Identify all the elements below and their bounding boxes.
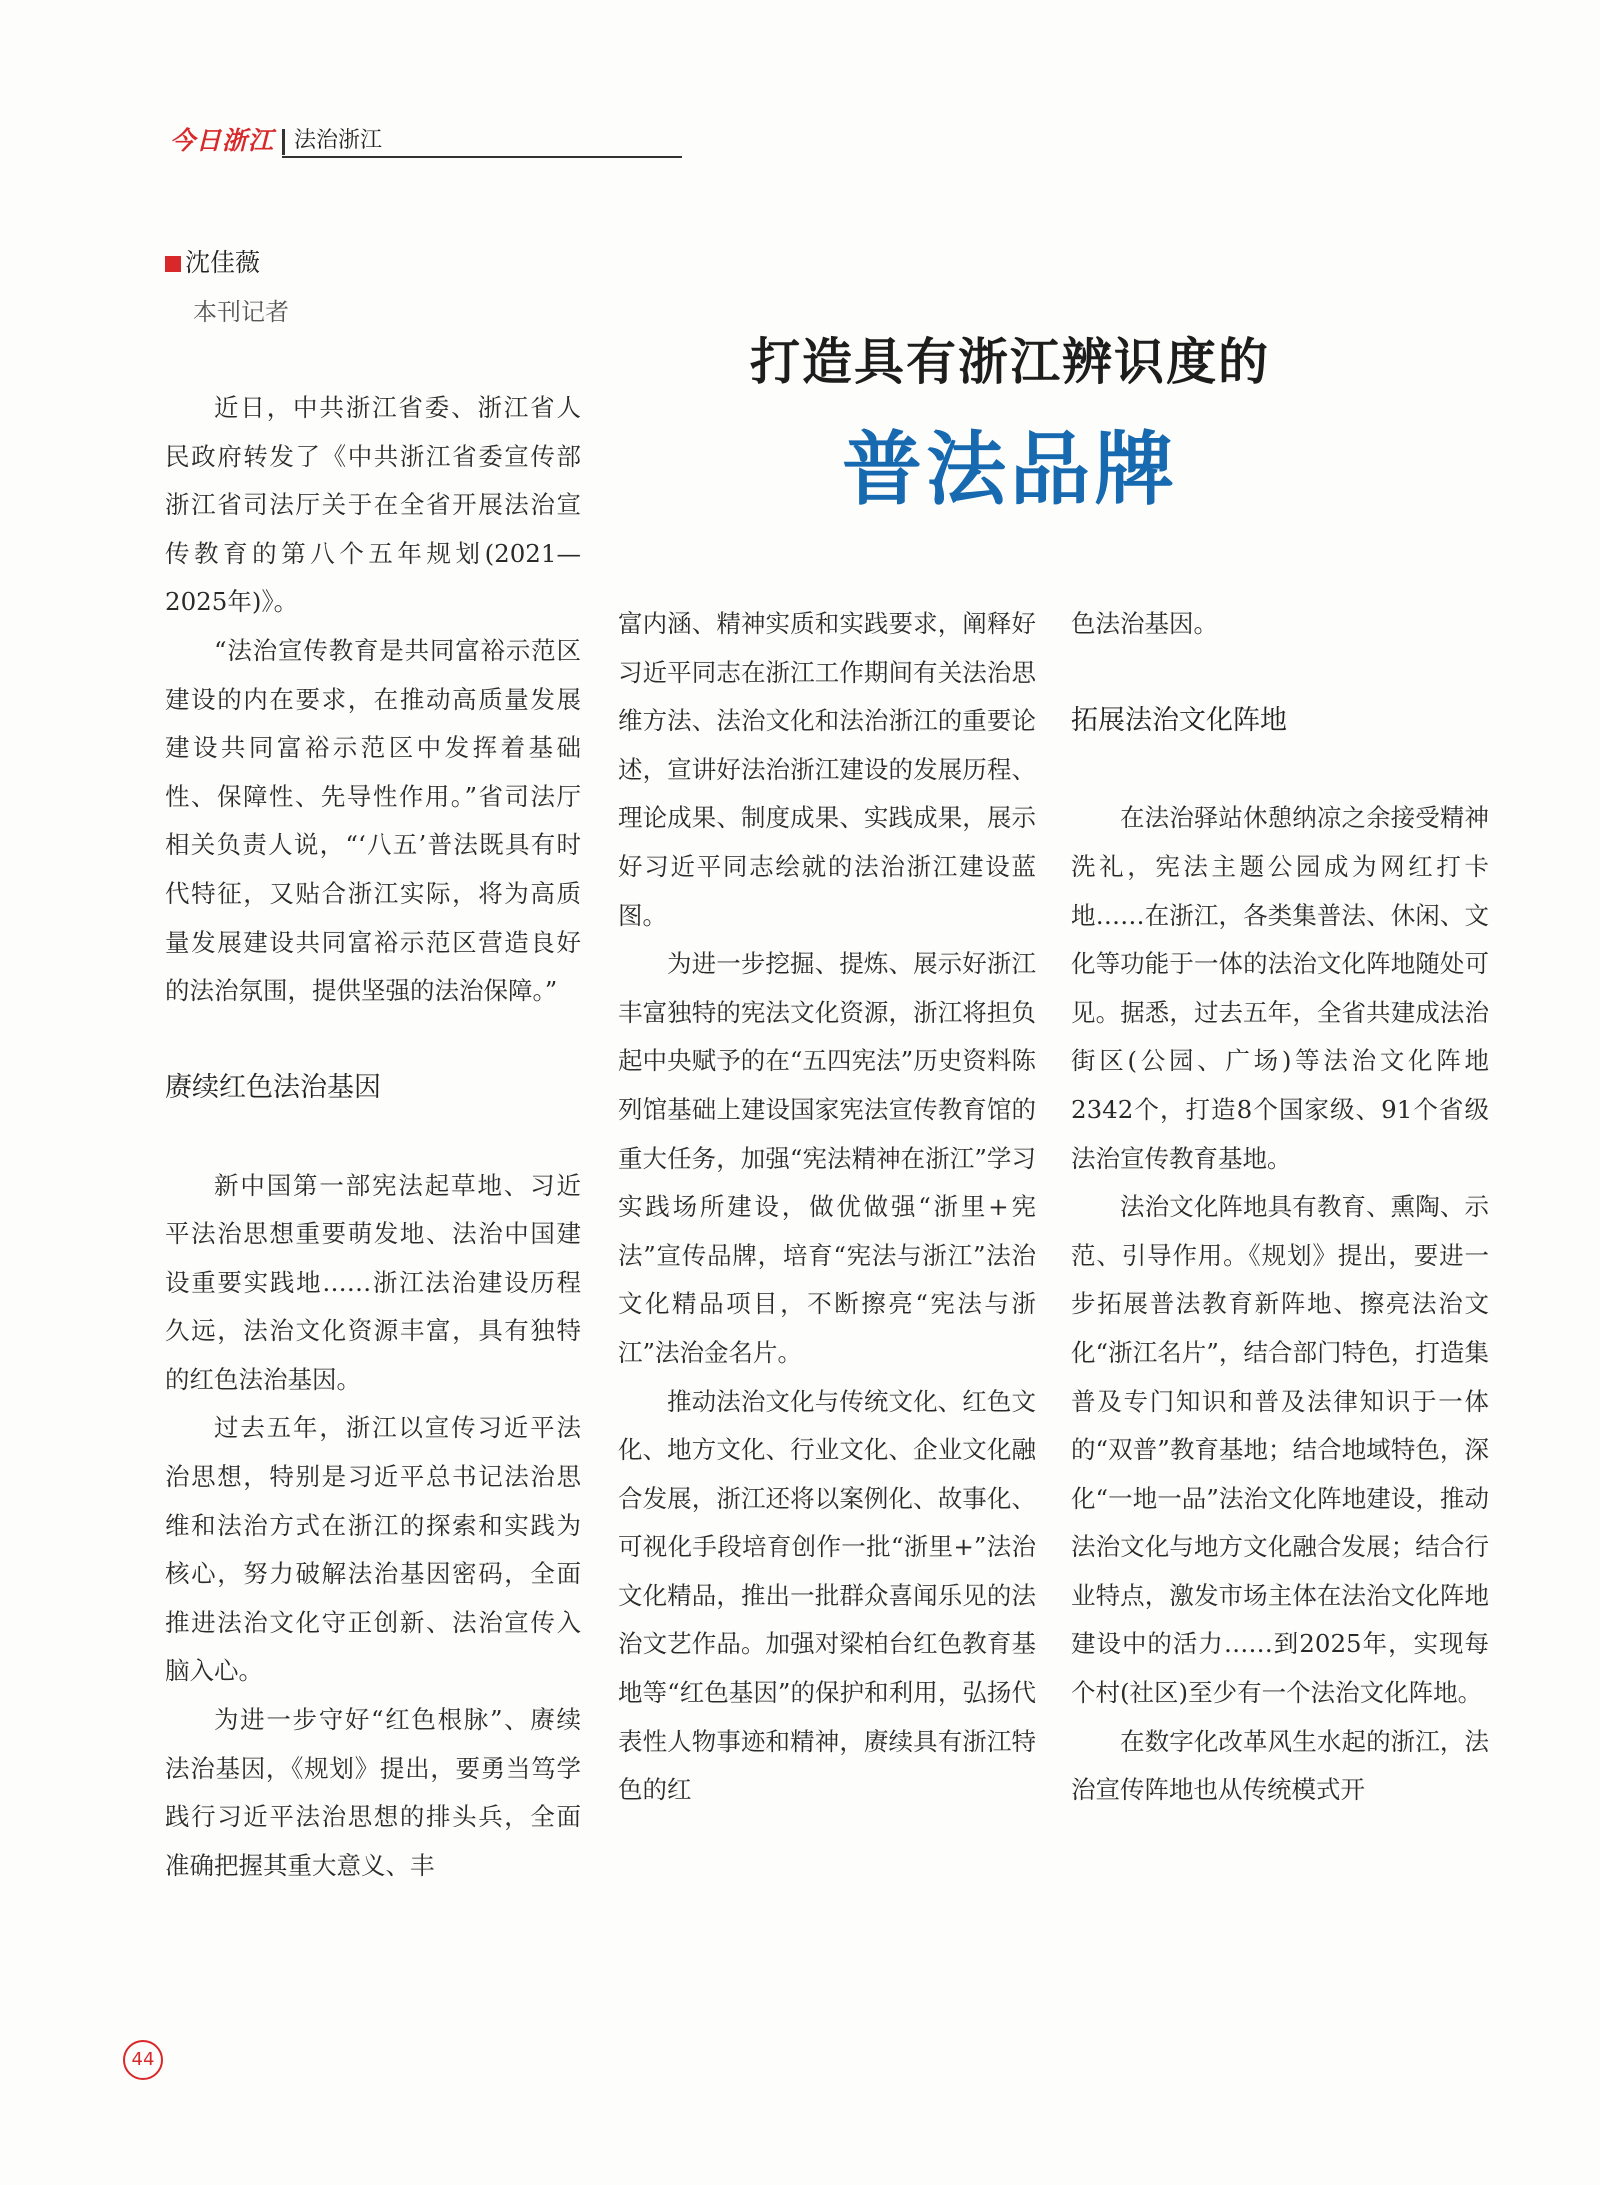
header-rule [282,156,682,158]
red-square-icon [165,256,181,272]
paragraph: 法治文化阵地具有教育、熏陶、示范、引导作用。《规划》提出，要进一步拓展普法教育新阵地、擦亮法治文化“浙江名片”，结合部门特色，打造集普及专门知识和普及法律知识于一体的“双普”教育基地；结合地域特色，深化“一地一品”法治文化阵地建设，推动法治文化与地方文化融合发展；结合行业特点，激发市场主体在法治文化阵地建设中的活力……到2025年，实现每个村(社区)至少有一个法治文化阵地。 [1071,1192,1489,1708]
paragraph: 富内涵、精神实质和实践要求，阐释好习近平同志在浙江工作期间有关法治思维方法、法治文化和法治浙江的重要论述，宣讲好法治浙江建设的发展历程、理论成果、制度成果、实践成果，展示好习近平同志绘就的法治浙江建设蓝图。 [618,609,1036,930]
column-2 [618,600,1036,1815]
paragraph: 近日，中共浙江省委、浙江省人民政府转发了《中共浙江省委宣传部 浙江省司法厅关于在全省开展法治宣传教育的第八个五年规划(2021—2025年)》。 [165,393,581,617]
author-role: 本刊记者 [193,298,289,326]
section-heading: 拓展法治文化阵地 [1071,705,1287,737]
column-1 [165,384,581,1890]
page-header [170,125,512,157]
article-title-line2: 普法品牌 [842,423,1178,516]
paragraph: 为进一步守好“红色根脉”、赓续法治基因，《规划》提出，要勇当笃学践行习近平法治思想的排头兵，全面准确把握其重大意义、丰 [165,1705,581,1880]
author-name: 沈佳薇 [185,248,261,277]
header-divider [282,129,285,155]
paragraph: 色法治基因。 [1071,609,1218,638]
column-3 [1071,600,1489,1815]
paragraph: 在数字化改革风生水起的浙江，法治宣传阵地也从传统模式开 [1071,1726,1489,1805]
paragraph: 过去五年，浙江以宣传习近平法治思想，特别是习近平总书记法治思维和法治方式在浙江的探索和实践为核心，努力破解法治基因密码，全面推进法治文化守正创新、法治宣传入脑入心。 [165,1413,581,1686]
section-title: 法治浙江 [294,128,383,153]
page-number: 44 [123,2040,163,2080]
author-byline [165,243,260,279]
paragraph: 为进一步挖掘、提炼、展示好浙江丰富独特的宪法文化资源，浙江将担负起中央赋予的在“五四宪法”历史资料陈列馆基础上建设国家宪法宣传教育馆的重大任务，加强“宪法精神在浙江”学习实践场所建设，做优做强“浙里+宪法”宣传品牌，培育“宪法与浙江”法治文化精品项目，不断擦亮“宪法与浙江”法治金名片。 [618,949,1036,1367]
paragraph: 推动法治文化与传统文化、红色文化、地方文化、行业文化、企业文化融合发展，浙江还将以案例化、故事化、可视化手段培育创作一批“浙里+”法治文化精品，推出一批群众喜闻乐见的法治文艺作品。加强对梁柏台红色教育基地等“红色基因”的保护和利用，弘扬代表性人物事迹和精神，赓续具有浙江特色的红 [618,1386,1036,1805]
paragraph: 在法治驿站休憩纳凉之余接受精神洗礼，宪法主题公园成为网红打卡地……在浙江，各类集普法、休闲、文化等功能于一体的法治文化阵地随处可见。据悉，过去五年，全省共建成法治街区(公园、广场)等法治文化阵地2342个，打造8个国家级、91个省级法治宣传教育基地。 [1071,803,1489,1173]
magazine-logo: 今日浙江 [170,126,275,155]
article-title-line1: 打造具有浙江辨识度的 [750,332,1270,391]
paragraph: “法治宣传教育是共同富裕示范区建设的内在要求，在推动高质量发展建设共同富裕示范区中发挥着基础性、保障性、先导性作用。”省司法厅相关负责人说，“‘八五’普法既具有时代特征，又贴合浙江实际，将为高质量发展建设共同富裕示范区营造良好的法治氛围，提供坚强的法治保障。” [165,635,581,1006]
section-heading: 赓续红色法治基因 [165,1072,381,1104]
paragraph: 新中国第一部宪法起草地、习近平法治思想重要萌发地、法治中国建设重要实践地……浙江法治建设历程久远，法治文化资源丰富，具有独特的红色法治基因。 [165,1170,581,1394]
